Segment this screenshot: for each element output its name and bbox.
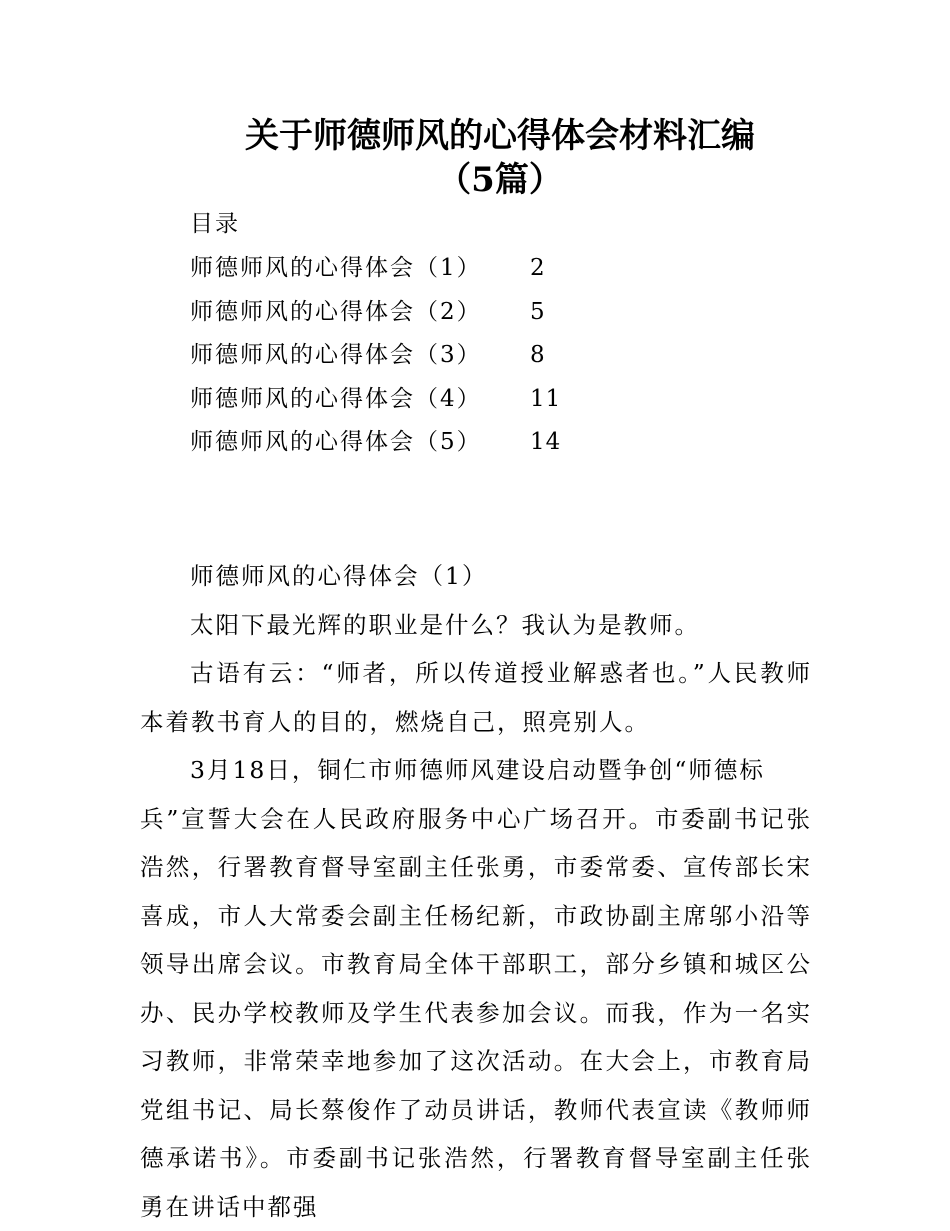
article-paragraph-continuation: 兵”宣誓大会在人民政府服务中心广场召开。市委副书记张浩然，行署教育督导室副主任张勇，市委常委、宣传部长宋喜成，市人大常委会副主任杨纪新，市政协副主席邬小沿等领导出席会议。市教育局全体干部职工，部分乡镇和城区公办、民办学校教师及学生代表参加会议。而我，作为一名实习教师，非常荣幸地参加了这次活动。在大会上，市教育局党组书记、局长蔡俊作了动员讲话，教师代表宣读《教师师德承诺书》。市委副书记张浩然，行署教育督导室副主任张勇在讲话中都强 xyxy=(140,804,812,1221)
toc-item[interactable] xyxy=(190,250,610,294)
article-paragraph: 太阳下最光辉的职业是什么？我认为是教师。 xyxy=(190,610,700,639)
toc-item-label: 师德师风的心得体会（3） xyxy=(190,342,482,368)
article-body xyxy=(140,552,812,1231)
document-title: 关于师德师风的心得体会材料汇编 xyxy=(245,116,755,156)
article-paragraph xyxy=(140,746,812,1231)
toc-item-page: 8 xyxy=(530,342,546,368)
toc-item-label: 师德师风的心得体会（1） xyxy=(190,255,482,281)
toc-item[interactable] xyxy=(190,424,610,468)
toc-item-page: 5 xyxy=(530,298,546,325)
toc-item[interactable] xyxy=(190,337,610,381)
toc-item-label: 师德师风的心得体会（4） xyxy=(190,385,482,412)
toc-item-page: 2 xyxy=(530,255,546,281)
toc-item-page: 14 xyxy=(530,429,562,455)
article-paragraph: 古语有云：“师者，所以传道授业解惑者也。”人民教师本着教书育人的目的，燃烧自己，照亮别人。 xyxy=(140,659,812,736)
toc-item-label: 师德师风的心得体会（2） xyxy=(190,298,482,325)
article-paragraph-line: 3月18日，铜仁市师德师风建设启动暨争创“师德标 xyxy=(190,756,765,784)
article-heading: 师德师风的心得体会（1） xyxy=(190,562,488,590)
toc-item[interactable] xyxy=(190,381,610,425)
toc-item-page: 11 xyxy=(530,385,562,412)
toc-item[interactable] xyxy=(190,294,610,338)
document-subtitle: （5篇） xyxy=(437,160,563,200)
toc-heading: 目录 xyxy=(190,211,240,237)
table-of-contents xyxy=(190,250,610,468)
toc-item-label: 师德师风的心得体会（5） xyxy=(190,429,482,455)
